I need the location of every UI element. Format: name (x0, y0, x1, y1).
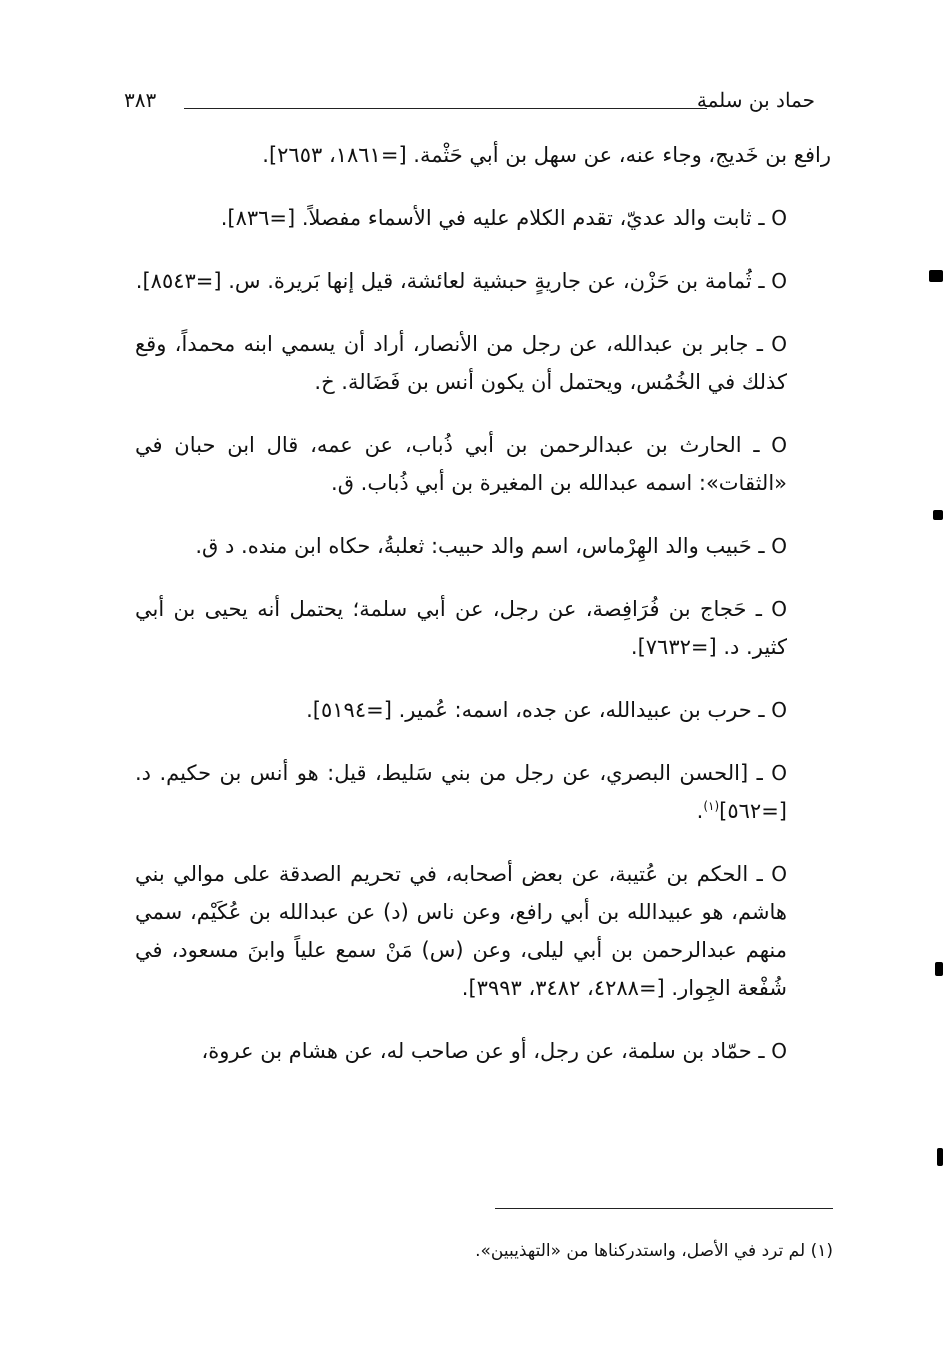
entries-list (135, 136, 831, 1095)
entry-text: ـ الحكم بن عُتيبة، عن بعض أصحابه، في تحريم الصدقة على موالي بني هاشم، هو عبيدالله بن أبي رافع، وعن ناس (د) عن عبدالله بن عُكَيْم، سمي منهم عبدالرحمن بن أبي ليلى، وعن (س) مَنْ سمع علياً وابنَ مسعود، في شُفْعة الجِوار. [=٤٢٨٨، ٣٤٨٢، ٣٩٩٣]. (135, 862, 787, 1000)
page-number: ٣٨٣ (124, 88, 157, 112)
entry-continuation (135, 136, 831, 174)
header-title: حماد بن سلمة (696, 88, 815, 112)
entry-text: ـ حمّاد بن سلمة، عن رجل، أو عن صاحب له، عن هشام بن عروة، (201, 1039, 765, 1063)
entry-text: رافع بن خَديج، وجاء عنه، عن سهل بن أبي حَثْمة. [=١٨٦١، ٢٦٥٣]. (262, 143, 831, 167)
circle-bullet-icon: O (771, 534, 787, 558)
circle-bullet-icon: O (771, 862, 787, 886)
circle-bullet-icon: O (771, 206, 787, 230)
entry-hasan (135, 754, 831, 830)
margin-tab-marker (935, 962, 943, 976)
header-rule (184, 108, 707, 109)
entry-text: ـ حرب بن عبيدالله، عن جده، اسمه: عُمير. [=٥١٩٤]. (306, 698, 765, 722)
circle-bullet-icon: O (771, 433, 787, 457)
margin-tab-marker (933, 510, 943, 520)
entry-habib (135, 527, 831, 565)
entry-thumama (135, 262, 831, 300)
entry-text: ـ حَبيب والد الهِرْماس، اسم والد حبيب: ثعلبةُ، حكاه ابن منده. د ق. (195, 534, 765, 558)
footnote (233, 1237, 833, 1265)
entry-harb (135, 691, 831, 729)
entry-thabit (135, 199, 831, 237)
entry-hakam (135, 855, 831, 1007)
circle-bullet-icon: O (771, 698, 787, 722)
circle-bullet-icon: O (771, 1039, 787, 1063)
margin-tab-marker (929, 270, 943, 282)
footnote-marker: (١) (810, 1241, 833, 1261)
entry-hammad (135, 1032, 831, 1070)
circle-bullet-icon: O (771, 332, 787, 356)
entry-text: ـ [الحسن البصري، عن رجل من بني سَليط، قيل: هو أنس بن حكيم. د. [=٥٦٢] (135, 761, 787, 823)
entry-text: ـ ثابت والد عديّ، تقدم الكلام عليه في الأسماء مفصلاً. [=٨٣٦]. (220, 206, 765, 230)
circle-bullet-icon: O (771, 761, 787, 785)
entry-jabir (135, 325, 831, 401)
entry-text: ـ ثُمامة بن حَزْن، عن جاريةٍ حبشية لعائشة، قيل إنها بَريرة. س. [=٨٥٤٣]. (135, 269, 765, 293)
circle-bullet-icon: O (771, 597, 787, 621)
entry-hajjaj (135, 590, 831, 666)
entry-harith (135, 426, 831, 502)
running-header (124, 88, 815, 120)
circle-bullet-icon: O (771, 269, 787, 293)
entry-text: ـ حَجاج بن فُرَافِصة، عن رجل، عن أبي سلمة؛ يحتمل أنه يحيى بن أبي كثير. د. [=٧٦٣٢]. (135, 597, 787, 659)
footnote-text: لم ترد في الأصل، واستدركناها من «التهذيبين». (475, 1241, 806, 1261)
margin-tab-marker (937, 1148, 943, 1166)
entry-text: ـ جابر بن عبدالله، عن رجل من الأنصار، أراد أن يسمي ابنه محمداً، وقع كذلك في الخُمُس، ويحتمل أن يكون أنس بن فَضَالة. خ. (135, 332, 787, 394)
footnote-reference: (١) (703, 799, 720, 813)
footnote-rule (495, 1208, 833, 1209)
entry-text: ـ الحارث بن عبدالرحمن بن أبي ذُباب، عن عمه، قال ابن حبان في «الثقات»: اسمه عبدالله بن المغيرة بن أبي ذُباب. ق. (135, 433, 787, 495)
entry-tail: . (696, 799, 704, 823)
